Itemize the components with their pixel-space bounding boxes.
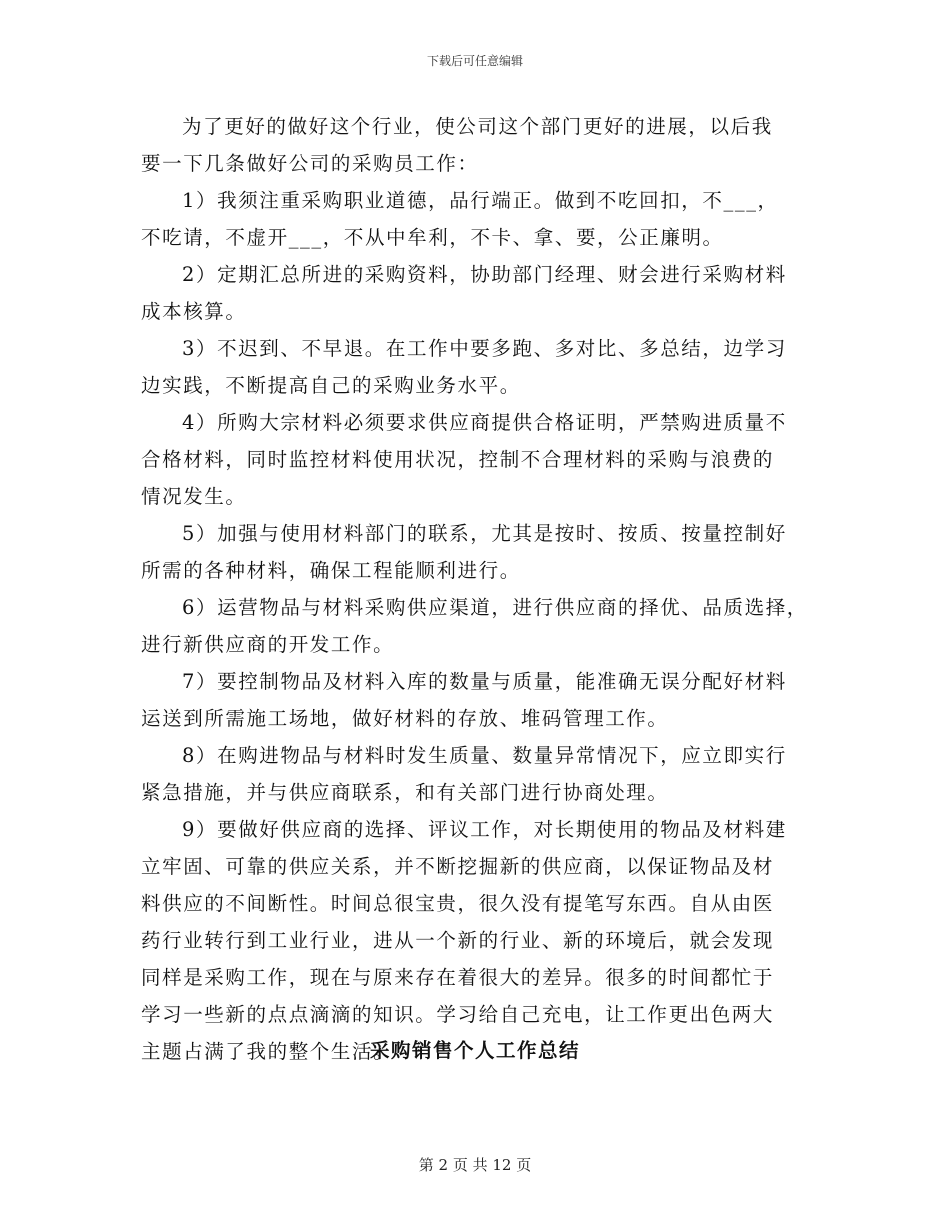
body-line: 边实践，不断提高自己的采购业务水平。	[141, 374, 521, 397]
body-line: 6）运营物品与材料采购供应渠道，进行供应商的择优、品质选择，	[182, 596, 808, 619]
body-line: 紧急措施，并与供应商联系，和有关部门进行协商处理。	[141, 781, 669, 804]
body-line: 要一下几条做好公司的采购员工作：	[141, 152, 479, 175]
section-title: 采购销售个人工作总结	[369, 1039, 580, 1062]
body-line: 主题占满了我的整个生活。	[141, 1040, 395, 1063]
document-body	[141, 108, 821, 1070]
body-line: 成本核算。	[141, 300, 247, 323]
body-line: 4）所购大宗材料必须要求供应商提供合格证明，严禁购进质量不	[182, 411, 787, 434]
body-line: 1）我须注重采购职业道德，品行端正。做到不吃回扣，不___，	[182, 189, 779, 212]
body-line: 药行业转行到工业行业，进从一个新的行业、新的环境后，就会发现	[141, 929, 775, 952]
body-line: 5）加强与使用材料部门的联系，尤其是按时、按质、按量控制好	[182, 522, 787, 545]
body-line: 合格材料，同时监控材料使用状况，控制不合理材料的采购与浪费的	[141, 448, 775, 471]
body-line: 进行新供应商的开发工作。	[141, 633, 395, 656]
body-line: 7）要控制物品及材料入库的数量与质量，能准确无误分配好材料	[182, 670, 787, 693]
body-line: 3）不迟到、不早退。在工作中要多跑、多对比、多总结，边学习	[182, 337, 787, 360]
body-line: 同样是采购工作，现在与原来存在着很大的差异。很多的时间都忙于	[141, 966, 775, 989]
body-line: 立牢固、可靠的供应关系，并不断挖掘新的供应商，以保证物品及材	[141, 855, 775, 878]
body-line: 运送到所需施工场地，做好材料的存放、堆码管理工作。	[141, 707, 669, 730]
body-line: 所需的各种材料，确保工程能顺利进行。	[141, 559, 521, 582]
body-line: 8）在购进物品与材料时发生质量、数量异常情况下，应立即实行	[182, 744, 787, 767]
body-line: 9）要做好供应商的选择、评议工作，对长期使用的物品及材料建	[182, 818, 787, 841]
body-line: 不吃请，不虚开___，不从中牟利，不卡、拿、要，公正廉明。	[141, 226, 724, 249]
page-header: 下载后可任意编辑	[426, 54, 523, 68]
body-line: 学习一些新的点点滴滴的知识。学习给自己充电，让工作更出色两大	[141, 1003, 775, 1026]
body-line: 情况发生。	[141, 485, 247, 508]
body-line: 为了更好的做好这个行业，使公司这个部门更好的进展，以后我	[182, 115, 773, 138]
body-line: 料供应的不间断性。时间总很宝贵，很久没有提笔写东西。自从由医	[141, 892, 775, 915]
body-line: 2）定期汇总所进的采购资料，协助部门经理、财会进行采购材料	[182, 263, 787, 286]
page-footer: 第 2 页 共 12 页	[418, 1156, 532, 1174]
